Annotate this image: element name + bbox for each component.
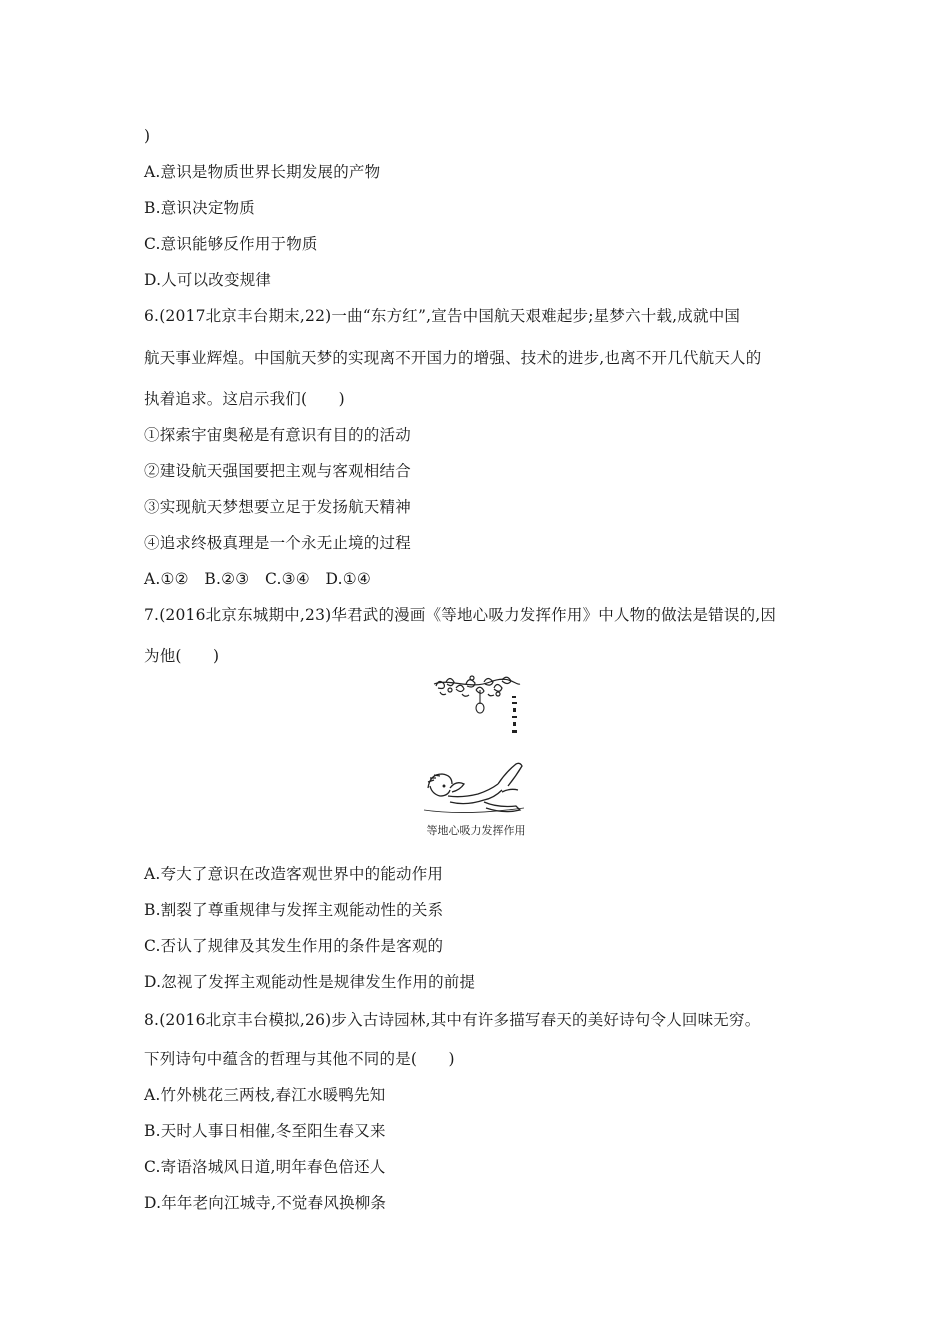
q8-option-d: D.年年老向江城寺,不觉春风换柳条 (144, 1194, 387, 1212)
q5-option-c: C.意识能够反作用于物质 (144, 235, 318, 253)
q6-statement-3: ③实现航天梦想要立足于发扬航天精神 (144, 498, 411, 516)
cartoon-drawing (420, 670, 532, 842)
vine-icon (434, 676, 520, 696)
reclining-person-icon (424, 763, 524, 812)
q6-statement-1: ①探索宇宙奥秘是有意识有目的的活动 (144, 426, 411, 444)
q8-stem-line-2: 下列诗句中蕴含的哲理与其他不同的是( ) (144, 1050, 455, 1068)
q5-option-a: A.意识是物质世界长期发展的产物 (144, 163, 381, 181)
cartoon-illustration (420, 670, 532, 842)
q6-options: A.①② B.②③ C.③④ D.①④ (144, 570, 371, 588)
q6-statement-2: ②建设航天强国要把主观与客观相结合 (144, 462, 411, 480)
q8-option-a: A.竹外桃花三两枝,春江水暖鸭先知 (144, 1086, 386, 1104)
q7-option-d: D.忽视了发挥主观能动性是规律发生作用的前提 (144, 973, 476, 991)
q8-option-c: C.寄语洛城风日道,明年春色倍还人 (144, 1158, 386, 1176)
cartoon-caption: 等地心吸力发挥作用 (426, 824, 526, 837)
q8-option-b: B.天时人事日相催,冬至阳生春又来 (144, 1122, 386, 1140)
signature-marks (512, 696, 517, 733)
q7-option-b: B.割裂了尊重规律与发挥主观能动性的关系 (144, 901, 444, 919)
q5-option-d: D.人可以改变规律 (144, 271, 272, 289)
continuation-paren: ) (144, 127, 151, 145)
q6-stem-line-2: 航天事业辉煌。中国航天梦的实现离不开国力的增强、技术的进步,也离不开几代航天人的 (144, 349, 762, 367)
q6-statement-4: ④追求终极真理是一个永无止境的过程 (144, 534, 411, 552)
q7-option-a: A.夸大了意识在改造客观世界中的能动作用 (144, 865, 444, 883)
q7-stem-line-1: 7.(2016北京东城期中,23)华君武的漫画《等地心吸力发挥作用》中人物的做法是错误的,因 (144, 606, 777, 624)
q6-stem-line-3: 执着追求。这启示我们( ) (144, 390, 345, 408)
q7-option-c: C.否认了规律及其发生作用的条件是客观的 (144, 937, 444, 955)
q5-option-b: B.意识决定物质 (144, 199, 255, 217)
q8-stem-line-1: 8.(2016北京丰台模拟,26)步入古诗园林,其中有许多描写春天的美好诗句令人回味无穷。 (144, 1011, 761, 1029)
q6-stem-line-1: 6.(2017北京丰台期末,22)一曲“东方红”,宣告中国航天艰难起步;星梦六十载,成就中国 (144, 307, 741, 325)
q7-stem-line-2: 为他( ) (144, 647, 220, 665)
